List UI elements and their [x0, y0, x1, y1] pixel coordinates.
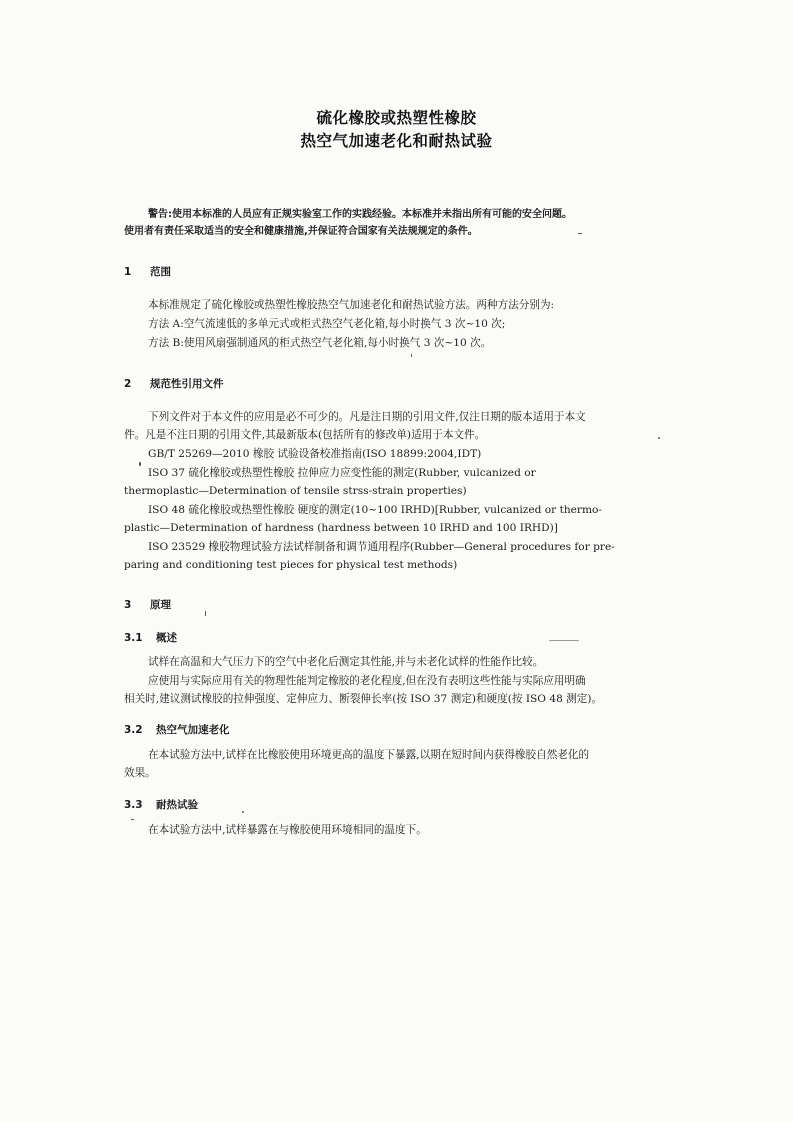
reference-iso-37-line2: thermoplastic—Determination of tensile strss-strain properties): [124, 485, 467, 497]
section-3-2-para-line2: 效果。: [124, 767, 156, 779]
section-1-heading: [124, 264, 171, 279]
section-2-intro-line1: 下列文件对于本文件的应用是必不可少的。凡是注日期的引用文件,仅注日期的版本适用于本文: [148, 411, 586, 423]
section-3-1-heading: [124, 630, 177, 645]
section-1-method-b: 方法 B:使用风扇强制通风的柜式热空气老化箱,每小时换气 3 次~10 次。: [148, 337, 492, 349]
scan-speck: [578, 233, 582, 234]
reference-iso-23529-line1: ISO 23529 橡胶物理试验方法试样制备和调节通用程序(Rubber—General procedures for pre-: [148, 541, 615, 553]
section-3-3-heading: [124, 797, 198, 812]
scan-speck: [658, 437, 660, 439]
scan-speck: [242, 811, 244, 813]
section-3-1-para1: 试样在高温和大气压力下的空气中老化后测定其性能,并与未老化试样的性能作比较。: [148, 656, 544, 668]
scan-speck: [549, 640, 579, 641]
section-3-number: 3: [124, 599, 132, 611]
section-1-para1: 本标准规定了硫化橡胶或热塑性橡胶热空气加速老化和耐热试验方法。两种方法分别为:: [148, 299, 555, 311]
section-1-method-a: 方法 A:空气流速低的多单元式或柜式热空气老化箱,每小时换气 3 次~10 次;: [148, 318, 506, 330]
section-2-heading: [124, 376, 224, 391]
section-1-number: 1: [124, 266, 132, 278]
section-3-1-para2-line1: 应使用与实际应用有关的物理性能判定橡胶的老化程度,但在没有表明这些性能与实际应用明确: [148, 675, 586, 687]
section-3-3-para: 在本试验方法中,试样暴露在与橡胶使用环境相同的温度下。: [148, 824, 427, 836]
section-3-heading: [124, 597, 171, 612]
scan-speck: [131, 819, 134, 820]
document-title-line1: 硫化橡胶或热塑性橡胶: [316, 109, 477, 127]
scan-speck: [139, 462, 141, 466]
section-3-1-title: 概述: [156, 632, 177, 644]
section-3-1-para2-line2: 相关时,建议测试橡胶的拉伸强度、定伸应力、断裂伸长率(按 ISO 37 测定)和硬度(按 ISO 48 测定)。: [124, 693, 603, 705]
scan-speck: [411, 354, 412, 357]
section-2-intro-line2: 件。凡是不注日期的引用文件,其最新版本(包括所有的修改单)适用于本文件。: [124, 429, 486, 441]
section-1-title: 范围: [150, 266, 171, 278]
section-3-2-title: 热空气加速老化: [156, 724, 230, 736]
section-3-title: 原理: [150, 599, 171, 611]
section-3-2-heading: [124, 722, 230, 737]
section-3-1-number: 3.1: [124, 632, 143, 644]
scan-speck: [205, 611, 206, 616]
reference-iso-48-line2: plastic—Determination of hardness (hardness between 10 IRHD and 100 IRHD)]: [124, 522, 558, 534]
reference-gbt-25269: GB/T 25269—2010 橡胶 试验设备校准指南(ISO 18899:2004,IDT): [148, 448, 482, 460]
reference-iso-37-line1: ISO 37 硫化橡胶或热塑性橡胶 拉伸应力应变性能的测定(Rubber, vulcanized or: [148, 467, 536, 479]
reference-iso-23529-line2: paring and conditioning test pieces for physical test methods): [124, 559, 458, 571]
section-2-number: 2: [124, 378, 132, 390]
section-3-2-para-line1: 在本试验方法中,试样在比橡胶使用环境更高的温度下暴露,以期在短时间内获得橡胶自然老化的: [148, 749, 590, 761]
warning-line1: 警告:使用本标准的人员应有正规实验室工作的实践经验。本标准并未指出所有可能的安全问题。: [148, 209, 572, 220]
reference-iso-48-line1: ISO 48 硫化橡胶或热塑性橡胶 硬度的测定(10~100 IRHD)[Rubber, vulcanized or thermo-: [148, 504, 602, 516]
section-2-title: 规范性引用文件: [150, 378, 224, 390]
section-3-3-title: 耐热试验: [156, 799, 198, 811]
warning-line2: 使用者有责任采取适当的安全和健康措施,并保证符合国家有关法规规定的条件。: [124, 226, 478, 237]
document-title-line2: 热空气加速老化和耐热试验: [300, 132, 493, 150]
section-3-3-number: 3.3: [124, 799, 143, 811]
section-3-2-number: 3.2: [124, 724, 143, 736]
